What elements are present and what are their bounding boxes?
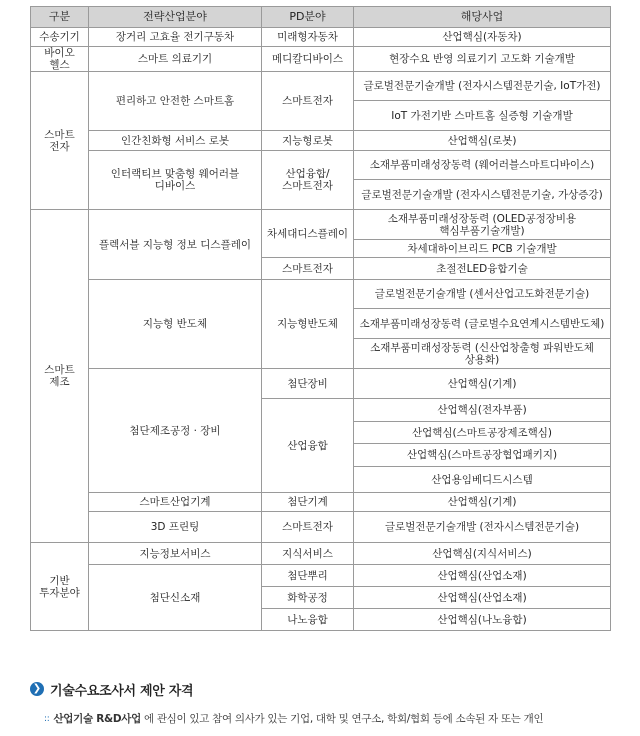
section-title: 기술수요조사서 제안 자격 — [50, 683, 194, 699]
project-cell: 초절전LED융합기술 — [354, 258, 611, 280]
header-project: 해당사업 — [354, 7, 611, 28]
pd-field-cell: 지능형반도체 — [262, 280, 354, 369]
pd-field-cell: 산업융합 — [262, 399, 354, 493]
header-pd-field: PD분야 — [262, 7, 354, 28]
category-cell: 수송기기 — [31, 28, 89, 47]
header-category: 구분 — [31, 7, 89, 28]
project-cell: 소재부품미래성장동력 (웨어러블스마트디바이스) — [354, 151, 611, 180]
project-cell: 산업핵심(산업소재) — [354, 565, 611, 587]
bullet-icon: :: — [44, 713, 50, 724]
strategic-field-cell: 스마트산업기계 — [89, 493, 262, 512]
project-cell: 소재부품미래성장동력 (신산업창출형 파워반도체 상용화) — [354, 339, 611, 369]
table-row — [31, 151, 611, 180]
table-row — [31, 280, 611, 309]
pd-field-cell: 차세대디스플레이 — [262, 210, 354, 258]
project-cell: 산업핵심(지식서비스) — [354, 543, 611, 565]
strategic-field-cell: 첨단제조공정 · 장비 — [89, 369, 262, 493]
project-cell: 소재부품미래성장동력 (글로벌수요연계시스템반도체) — [354, 309, 611, 339]
project-cell: 산업핵심(스마트공장협업패키지) — [354, 444, 611, 467]
table-row — [31, 512, 611, 543]
project-cell: 현장수요 반영 의료기기 고도화 기술개발 — [354, 47, 611, 72]
strategic-field-cell: 지능형 반도체 — [89, 280, 262, 369]
strategic-field-cell: 인간친화형 서비스 로봇 — [89, 131, 262, 151]
project-cell: 산업핵심(로봇) — [354, 131, 611, 151]
category-cell: 기반 투자분야 — [31, 543, 89, 631]
project-cell: 산업용임베디드시스템 — [354, 467, 611, 493]
header-strategic-field: 전략산업분야 — [89, 7, 262, 28]
strategic-field-cell: 편리하고 안전한 스마트홈 — [89, 72, 262, 131]
project-cell: 글로벌전문기술개발 (전자시스템전문기술, 가상증강) — [354, 180, 611, 210]
pd-field-cell: 미래형자동차 — [262, 28, 354, 47]
strategic-field-cell: 스마트 의료기기 — [89, 47, 262, 72]
project-cell: 차세대하이브리드 PCB 기술개발 — [354, 240, 611, 258]
pd-field-cell: 화학공정 — [262, 587, 354, 609]
table-row — [31, 131, 611, 151]
table-row — [31, 493, 611, 512]
project-cell: 산업핵심(전자부품) — [354, 399, 611, 422]
table-row — [31, 543, 611, 565]
pd-field-cell: 지능형로봇 — [262, 131, 354, 151]
pd-field-cell: 스마트전자 — [262, 72, 354, 131]
note-text: 에 관심이 있고 참여 의사가 있는 기업, 대학 및 연구소, 학회/협회 등에 소속된 자 또는 개인 — [143, 713, 544, 725]
eligibility-note — [44, 711, 543, 726]
pd-field-cell: 첨단뿌리 — [262, 565, 354, 587]
table-row — [31, 47, 611, 72]
table-header-row — [31, 7, 611, 28]
category-cell: 바이오 헬스 — [31, 47, 89, 72]
category-cell: 스마트 제조 — [31, 210, 89, 543]
project-cell: 산업핵심(기계) — [354, 493, 611, 512]
strategic-field-cell: 장거리 고효율 전기구동차 — [89, 28, 262, 47]
project-cell: 글로벌전문기술개발 (센서산업고도화전문기술) — [354, 280, 611, 309]
table-row — [31, 28, 611, 47]
project-cell: 산업핵심(나노융합) — [354, 609, 611, 631]
chevron-right-circle-icon: ❯ — [30, 682, 44, 696]
project-cell: 산업핵심(스마트공장제조핵심) — [354, 422, 611, 444]
project-cell: IoT 가전기반 스마트홈 실증형 기술개발 — [354, 101, 611, 131]
table-row — [31, 72, 611, 101]
table-row — [31, 565, 611, 587]
tech-demand-table — [30, 6, 611, 631]
project-cell: 산업핵심(산업소재) — [354, 587, 611, 609]
project-cell: 산업핵심(기계) — [354, 369, 611, 399]
strategic-field-cell: 지능정보서비스 — [89, 543, 262, 565]
table-row — [31, 210, 611, 240]
pd-field-cell: 첨단기계 — [262, 493, 354, 512]
note-emphasis: 산업기술 R&D사업 — [53, 713, 141, 725]
pd-field-cell: 산업융합/스마트전자 — [262, 151, 354, 210]
project-cell: 글로벌전문기술개발 (전자시스템전문기술, IoT가전) — [354, 72, 611, 101]
strategic-field-cell: 인터랙티브 맞춤형 웨어러블 디바이스 — [89, 151, 262, 210]
category-cell: 스마트 전자 — [31, 72, 89, 210]
strategic-field-cell: 플렉서블 지능형 정보 디스플레이 — [89, 210, 262, 280]
strategic-field-cell: 3D 프린팅 — [89, 512, 262, 543]
pd-field-cell: 나노융합 — [262, 609, 354, 631]
table-row — [31, 369, 611, 399]
pd-field-cell: 메디칼디바이스 — [262, 47, 354, 72]
project-cell: 산업핵심(자동차) — [354, 28, 611, 47]
pd-field-cell: 지식서비스 — [262, 543, 354, 565]
pd-field-cell: 첨단장비 — [262, 369, 354, 399]
project-cell: 소재부품미래성장동력 (OLED공정장비용 핵심부품기술개발) — [354, 210, 611, 240]
project-cell: 글로벌전문기술개발 (전자시스템전문기술) — [354, 512, 611, 543]
strategic-field-cell: 첨단신소재 — [89, 565, 262, 631]
pd-field-cell: 스마트전자 — [262, 512, 354, 543]
pd-field-cell: 스마트전자 — [262, 258, 354, 280]
section-heading — [30, 680, 193, 698]
